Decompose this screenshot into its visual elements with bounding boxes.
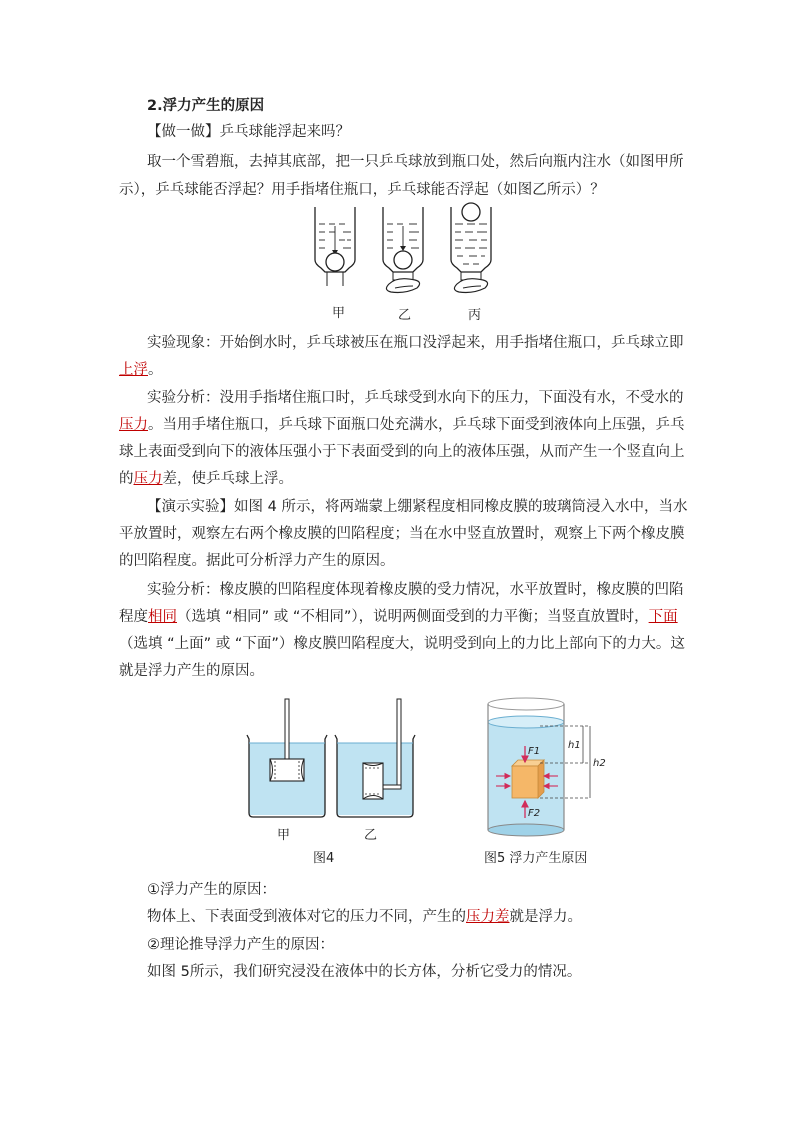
bottle-label-bing: 丙	[468, 308, 482, 323]
analysis2-line-2: 程度相同（选填 “相同” 或 “不相同”），说明两侧面受到的力平衡；当竖直放置时，下面	[119, 609, 678, 625]
analysis1-line-4: 的压力差，使乒乓球上浮。	[119, 471, 293, 487]
answer-pressure-difference: 压力差	[466, 909, 510, 925]
point1-text: 物体上、下表面受到液体对它的压力不同，产生的压力差就是浮力。	[147, 909, 582, 925]
analysis1-line-3: 球上表面受到向下的液体压强小于下表面受到的向上的液体压强，从而产生一个竖直向上	[119, 444, 685, 460]
point2-text: 如图 5所示，我们研究浸没在液体中的长方体，分析它受力的情况。	[147, 964, 582, 980]
fig4-label-yi: 乙	[364, 828, 378, 843]
answer-pressure: 压力	[119, 417, 148, 433]
demo-label: 【演示实验】	[147, 499, 234, 515]
do-it-line	[147, 122, 350, 142]
figure-4	[245, 695, 420, 825]
answer-same: 相同	[148, 609, 177, 625]
fig4-label-jia: 甲	[277, 828, 291, 843]
label-f2: F2	[528, 808, 541, 819]
analysis2-line-1: 实验分析：橡皮膜的凹陷程度体现着橡皮膜的受力情况，水平放置时，橡皮膜的凹陷	[147, 582, 684, 598]
point2-title: ②理论推导浮力产生的原因：	[147, 937, 334, 953]
phenomenon-line-1: 实验现象：开始倒水时，乒乓球被压在瓶口没浮起来，用手指堵住瓶口，乒乓球立即	[147, 335, 684, 351]
analysis2-line-3: （选填 “上面” 或 “下面”）橡皮膜凹陷程度大，说明受到向上的力比上部向下的力大。这	[119, 636, 685, 652]
demo-line-3: 的凹陷程度。据此可分析浮力产生的原因。	[119, 553, 395, 569]
answer-lower: 下面	[648, 609, 678, 625]
intro-line-2: 示），乒乓球能否浮起？用手指堵住瓶口，乒乓球能否浮起（如图乙所示）？	[119, 182, 605, 198]
do-it-question: 乒乓球能浮起来吗？	[219, 124, 350, 140]
answer-float-up: 上浮	[119, 362, 148, 378]
analysis1-line-1: 实验分析：没用手指堵住瓶口时，乒乓球受到水向下的压力，下面没有水，不受水的	[147, 390, 684, 406]
bottle-yi	[383, 207, 423, 293]
bottle-bing	[451, 203, 491, 293]
demo-line-1: 【演示实验】如图 4 所示，将两端蒙上绷紧程度相同橡皮膜的玻璃筒浸入水中，当水	[147, 499, 688, 515]
figure-5	[480, 690, 610, 840]
intro-line-1: 取一个雪碧瓶，去掉其底部，把一只乒乓球放到瓶口处，然后向瓶内注水（如图甲所	[147, 154, 684, 170]
section-title: 2.浮力产生的原因	[147, 98, 265, 114]
bottle-label-jia: 甲	[332, 306, 346, 321]
bottle-label-yi: 乙	[398, 308, 412, 323]
analysis1-line-2: 压力。当用手堵住瓶口，乒乓球下面瓶口处充满水，乒乓球下面受到液体向上压强，乒乓	[119, 417, 685, 433]
phenomenon-line-2: 上浮。	[119, 362, 163, 378]
beaker-jia	[247, 699, 327, 817]
label-f1: F1	[528, 746, 541, 757]
label-h1: h1	[568, 740, 581, 751]
beaker-yi	[335, 699, 415, 817]
fig4-caption: 图4	[313, 851, 335, 866]
analysis2-line-4: 就是浮力产生的原因。	[119, 663, 264, 679]
label-h2: h2	[593, 758, 606, 769]
point1-title: ①浮力产生的原因：	[147, 882, 276, 898]
fig5-caption: 图5 浮力产生原因	[484, 851, 588, 866]
do-it-label: 【做一做】	[147, 124, 220, 140]
demo-line-2: 平放置时，观察左右两个橡皮膜的凹陷程度；当在水中竖直放置时，观察上下两个橡皮膜	[119, 526, 685, 542]
bottle-jia	[315, 207, 355, 286]
answer-pressure-diff: 压力	[133, 471, 163, 487]
